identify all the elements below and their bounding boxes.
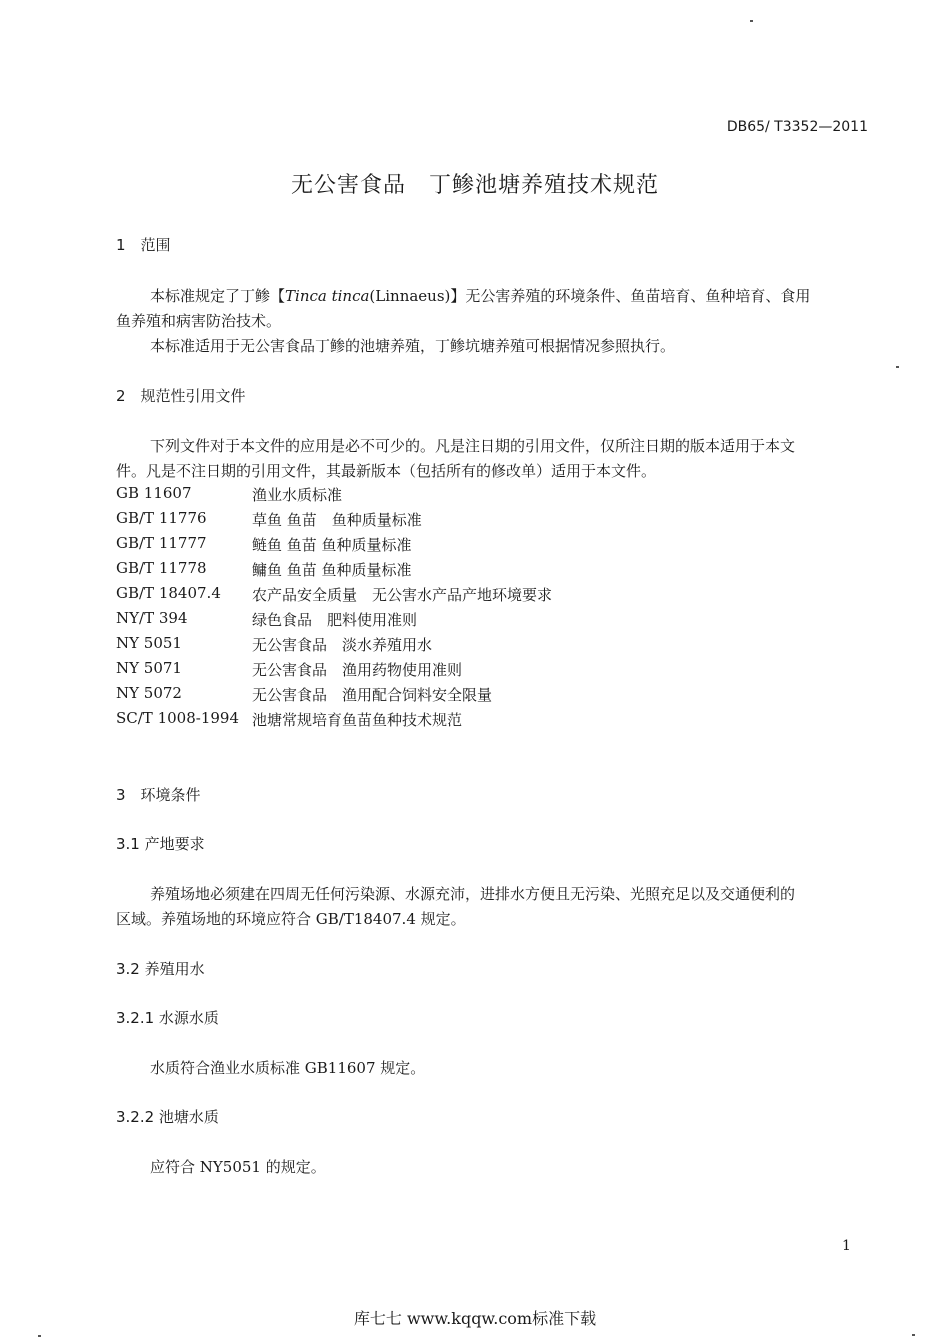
ref-title: 无公害食品 渔用药物使用准则: [252, 661, 463, 679]
ref-title: 无公害食品 渔用配合饲料安全限量: [252, 686, 493, 704]
subsection-3-1-heading: 3.1 产地要求: [116, 835, 205, 853]
section-1-heading: 1 范围: [116, 236, 171, 254]
water-source-paragraph: 水质符合渔业水质标准 GB11607 规定。: [150, 1059, 426, 1077]
document-title: 无公害食品 丁鲹池塘养殖技术规范: [290, 173, 659, 198]
ref-title: 池塘常规培育鱼苗鱼种技术规范: [252, 711, 463, 729]
ref-code: GB 11607: [116, 484, 192, 502]
scope-paragraph-2: 本标准适用于无公害食品丁鲹的池塘养殖，丁鲹坑塘养殖可根据情况参照执行。: [150, 337, 676, 355]
scan-speck: [896, 366, 899, 368]
scope-paragraph-1-cont: 鱼养殖和病害防治技术。: [116, 312, 282, 330]
ref-title: 农产品安全质量 无公害水产品产地环境要求: [252, 586, 553, 604]
section-3-heading: 3 环境条件: [116, 786, 201, 804]
ref-title: 无公害食品 淡水养殖用水: [252, 636, 433, 654]
ref-code: GB/T 11776: [116, 509, 207, 527]
subsection-3-2-1-heading: 3.2.1 水源水质: [116, 1009, 219, 1027]
scan-speck: [912, 1334, 915, 1336]
ref-code: NY/T 394: [116, 609, 188, 627]
ref-code: SC/T 1008-1994: [116, 709, 239, 727]
footer-watermark: 库七七 www.kqqw.com标准下载: [353, 1309, 597, 1328]
ref-title: 鲢鱼 鱼苗 鱼种质量标准: [252, 536, 412, 554]
site-requirements-paragraph-cont: 区域。养殖场地的环境应符合 GB/T18407.4 规定。: [116, 910, 466, 928]
document-code: DB65/ T3352—2011: [726, 119, 868, 135]
scan-speck: [38, 1335, 41, 1337]
ref-code: NY 5072: [116, 684, 182, 702]
references-intro: 下列文件对于本文件的应用是必不可少的。凡是注日期的引用文件，仅所注日期的版本适用于本文: [150, 437, 796, 455]
subsection-3-2-2-heading: 3.2.2 池塘水质: [116, 1108, 219, 1126]
ref-title: 绿色食品 肥料使用准则: [252, 611, 418, 629]
section-2-heading: 2 规范性引用文件: [116, 387, 246, 405]
pond-water-paragraph: 应符合 NY5051 的规定。: [150, 1158, 326, 1176]
ref-code: GB/T 11778: [116, 559, 207, 577]
ref-code: NY 5071: [116, 659, 182, 677]
ref-code: GB/T 11777: [116, 534, 207, 552]
ref-title: 渔业水质标准: [252, 486, 343, 504]
ref-code: NY 5051: [116, 634, 182, 652]
ref-title: 草鱼 鱼苗 鱼种质量标准: [252, 511, 422, 529]
ref-title: 鳙鱼 鱼苗 鱼种质量标准: [252, 561, 412, 579]
scope-paragraph-1: 本标准规定了丁鲹【Tinca tinca(Linnaeus)】无公害养殖的环境条件、鱼苗培育、鱼种培育、食用: [150, 287, 811, 305]
site-requirements-paragraph: 养殖场地必须建在四周无任何污染源、水源充沛，进排水方便且无污染、光照充足以及交通便利的: [150, 885, 796, 903]
ref-code: GB/T 18407.4: [116, 584, 221, 602]
subsection-3-2-heading: 3.2 养殖用水: [116, 960, 205, 978]
references-intro-cont: 件。凡是不注日期的引用文件，其最新版本（包括所有的修改单）适用于本文件。: [116, 462, 657, 480]
scientific-name: Tinca tinca: [285, 287, 370, 305]
scan-speck: [750, 20, 753, 22]
page-number: 1: [842, 1238, 851, 1254]
